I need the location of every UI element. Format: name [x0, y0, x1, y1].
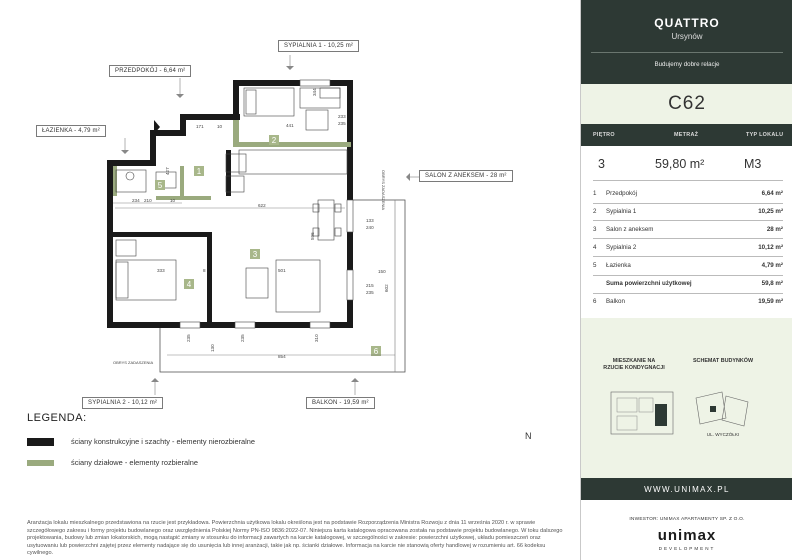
label-salon: SALON Z ANEKSEM - 28 m² [419, 170, 513, 182]
dim: 333 [157, 268, 165, 273]
unit-code: C62 [581, 84, 792, 124]
disclaimer-text: Aranżacja lokalu mieszkalnego przedstawiona na rzucie jest przykładowa. Powierzchnia użytkowa lokalu określona jest na podstawie Rozporządzenia Ministra Rozwoju z dnia 11 września 2020 r. w sprawie szczegółowego zakresu i formy projektu budowlanego oraz uwzględnienia Polskiej Normy PN-ISO 9836:2022-07. Niniejsza karta katalogowa opracowana została na podstawie projektu budowlanego. W toku dalszego projektowania, budowy lub zmian lokatorskich, mogą nastąpić zmiany w stosunku do informacji zawartych na karcie katalogowej, w szczególności w zakresie: powierzchni użytkowej, układu pomieszczeń oraz usytuowaniu lub powierzchni zajętej przez elementy nadające się do usunięcia lub innej aranżacji, takie jak np. ścianki działowe. Informacja na karcie nie stanowią oferty handlowej w rozumieniu art. 66 kodeksu cywilnego. [27, 520, 563, 557]
room-number-5: 5 [157, 181, 163, 190]
label-lazienka: ŁAZIENKA - 4,79 m² [36, 125, 106, 137]
dim: 427 [165, 167, 170, 175]
room-number-6: 6 [373, 347, 379, 356]
info-sidebar [580, 0, 792, 560]
legend-item-structural [27, 437, 255, 446]
room-row: 4 Sypialnia 2 10,12 m² [593, 244, 783, 251]
room-number-1: 1 [196, 167, 202, 176]
dim: 10 [217, 124, 223, 129]
investor-text: INWESTOR: UNIMAX APARTAMENTY SP. Z O.O. [629, 517, 745, 522]
value-typ: M3 [744, 157, 762, 171]
dim: 133 [366, 218, 374, 223]
room-row: 2 Sypialnia 1 10,25 m² [593, 208, 783, 215]
dim: 130 [210, 344, 215, 352]
dim: 8 [203, 268, 206, 273]
balcony-row: 6 Balkon 19,59 m² [593, 298, 783, 305]
sidebar-header [581, 0, 792, 84]
dim: 215 [366, 283, 374, 288]
dim: 234 [132, 198, 140, 203]
label-sypialnia-2: SYPIALNIA 2 - 10,12 m² [82, 397, 163, 409]
north-label: N [525, 431, 532, 441]
thumb2-title: SCHEMAT BUDYNKÓW [692, 358, 754, 364]
dim: 150 [378, 269, 386, 274]
street-label: UL. WYCZÓŁKI [706, 432, 740, 437]
header-pietro: PIĘTRO [593, 132, 615, 138]
dim: 171 [196, 124, 204, 129]
thumb1-title: MIESZKANIE NA RZUCIE KONDYGNACJI [603, 358, 665, 371]
header-typ: TYP LOKALU [746, 132, 784, 138]
dim: 501 [278, 268, 286, 273]
dim: 235 [338, 121, 346, 126]
unimax-logo: unimax [657, 527, 717, 544]
label-balkon: BALKON - 19,59 m² [306, 397, 375, 409]
legend-item-partition [27, 458, 198, 467]
header-metraz: METRAŻ [674, 132, 699, 138]
dim: 622 [258, 203, 266, 208]
obrys-label-top: OBRYS ZADASZENIA [381, 170, 386, 211]
value-metraz: 59,80 m² [655, 157, 705, 171]
dim: 235 [366, 290, 374, 295]
dim: 441 [286, 123, 294, 128]
room-row: 5 Łazienka 4,79 m² [593, 262, 783, 269]
dim: 854 [278, 354, 286, 359]
room-number-4: 4 [186, 280, 192, 289]
dim: 596 [310, 232, 315, 240]
project-subtitle: Ursynów [671, 32, 703, 41]
floor-thumbnail [609, 390, 679, 440]
dim: 235 [240, 334, 245, 342]
room-row: 1 Przedpokój 6,64 m² [593, 190, 783, 197]
legend-swatch-partition [27, 460, 54, 466]
total-row: Suma powierzchni użytkowej 59,8 m² [606, 280, 783, 287]
room-number-3: 3 [252, 250, 258, 259]
dim: 344 [312, 88, 317, 96]
dim: 602 [384, 284, 389, 292]
obrys-label-bottom: OBRYS ZADASZENIA [113, 360, 154, 365]
legend-swatch-structural [27, 438, 54, 446]
unimax-logo-sub: DEVELOPMENT [658, 546, 716, 551]
unit-header-row [581, 124, 792, 146]
dim: 233 [338, 114, 346, 119]
label-przedpokoj: PRZEDPOKÓJ - 6,64 m² [109, 65, 191, 77]
dim: 210 [144, 198, 152, 203]
legend-text-structural: ściany konstrukcyjne i szachty - elementy nierozbieralne [71, 437, 256, 446]
dim: 310 [314, 334, 319, 342]
project-title: QUATTRO [654, 16, 720, 30]
room-number-2: 2 [271, 136, 277, 145]
dim: 10 [170, 198, 176, 203]
slogan: Budujemy dobre relacje [654, 61, 720, 68]
website-link[interactable]: WWW.UNIMAX.PL [581, 478, 792, 500]
legend-text-partition: ściany działowe - elementy rozbieralne [71, 458, 198, 467]
dim: 240 [366, 225, 374, 230]
room-row: 3 Salon z aneksem 28 m² [593, 226, 783, 233]
dim: 235 [186, 334, 191, 342]
label-sypialnia-1: SYPIALNIA 1 - 10,25 m² [278, 40, 359, 52]
value-pietro: 3 [598, 157, 605, 171]
legend-title: LEGENDA: [27, 412, 87, 424]
